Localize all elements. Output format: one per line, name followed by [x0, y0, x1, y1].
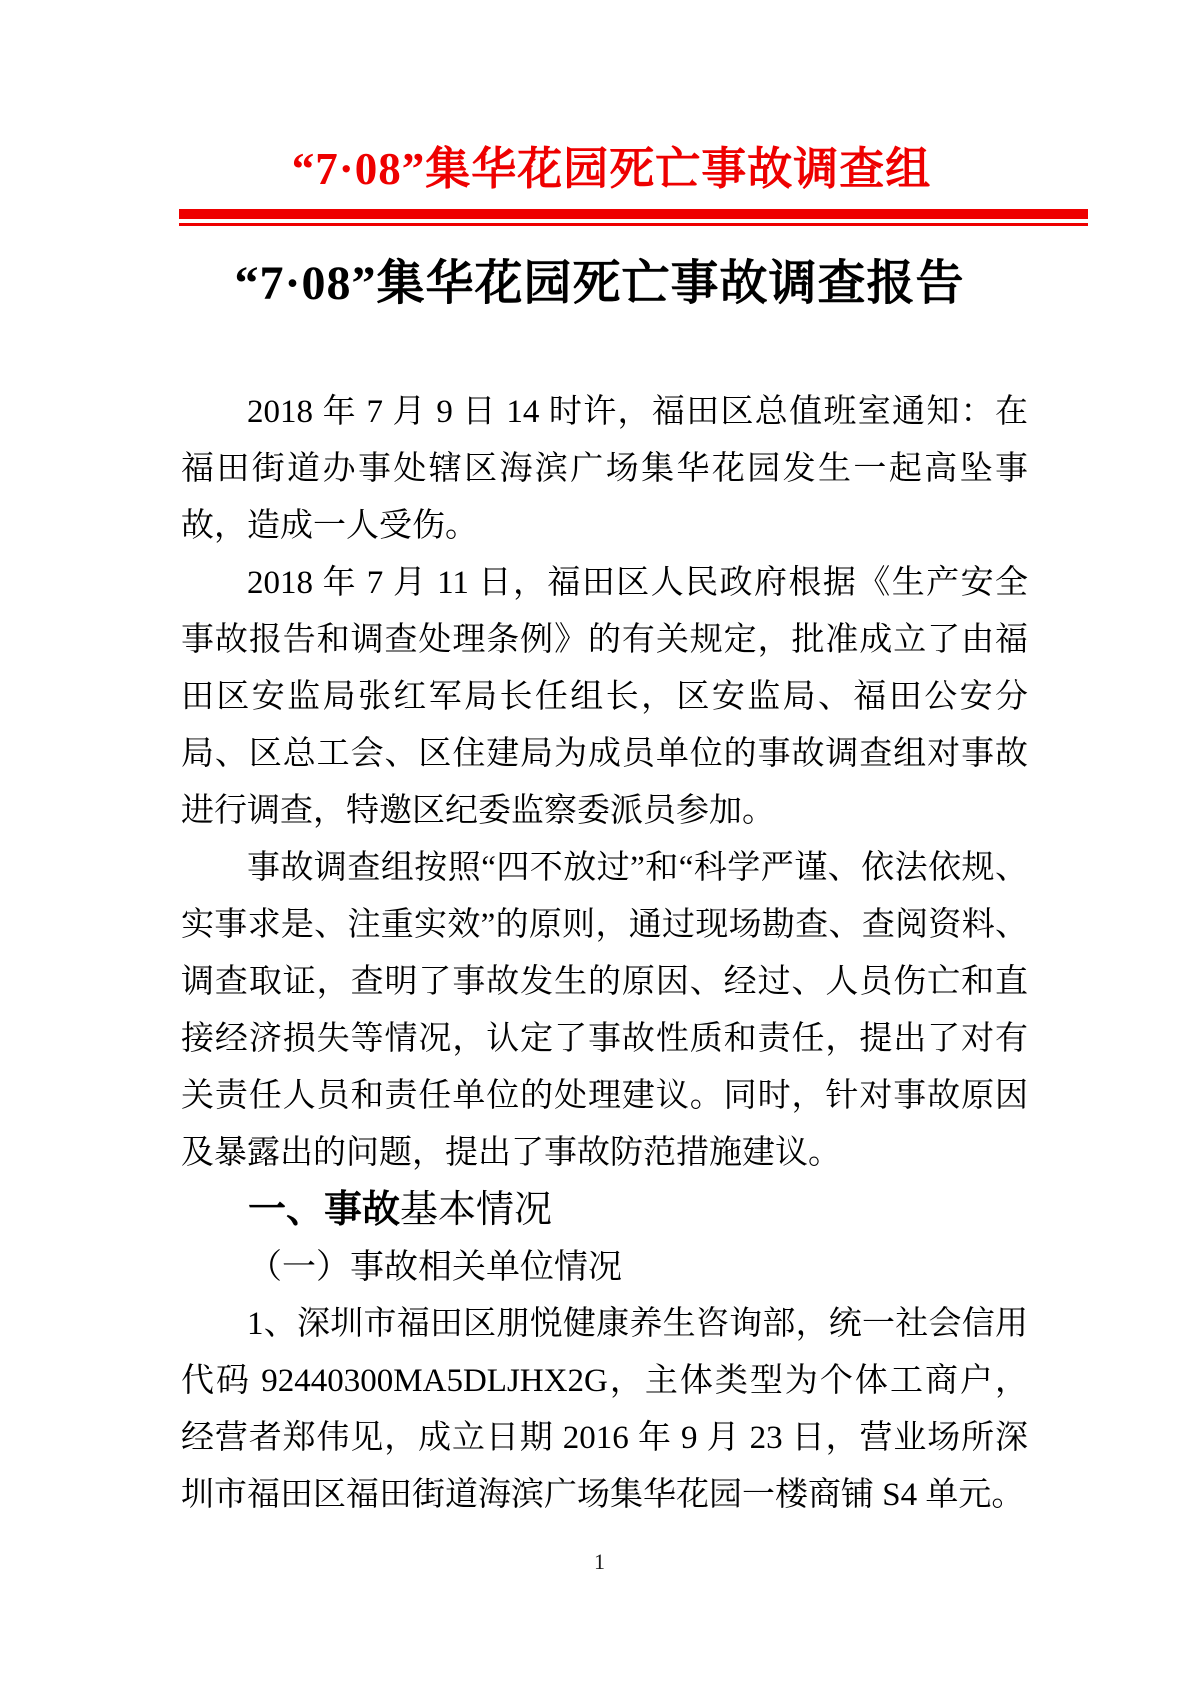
separator-thick-line	[179, 209, 1088, 219]
document-body	[181, 384, 1028, 1524]
letterhead-separator-rule	[179, 209, 1088, 226]
page-number: 1	[594, 1549, 605, 1574]
paragraph-incident-notice: 2018 年 7 月 9 日 14 时许，福田区总值班室通知：在福田街道办事处辖区海滨广场集华花园发生一起高坠事故，造成一人受伤。	[181, 394, 1028, 544]
section-heading-basic-situation	[181, 1182, 1028, 1239]
document-title: “7·08”集华花园死亡事故调查报告	[234, 257, 965, 310]
paragraph-investigation-team: 2018 年 7 月 11 日，福田区人民政府根据《生产安全事故报告和调查处理条例》的有关规定，批准成立了由福田区安监局张红军局长任组长，区安监局、福田公安分局、区总工会、区住建局为成员单位的事故调查组对事故进行调查，特邀区纪委监察委派员参加。	[181, 565, 1028, 829]
letterhead-org-title: “7·08”集华花园死亡事故调查组	[291, 144, 932, 194]
paragraph-investigation-principles: 事故调查组按照“四不放过”和“科学严谨、依法依规、实事求是、注重实效”的原则，通过现场勘查、查阅资料、调查取证，查明了事故发生的原因、经过、人员伤亡和直接经济损失等情况，认定了事故性质和责任，提出了对有关责任人员和责任单位的处理建议。同时，针对事故原因及暴露出的问题，提出了事故防范措施建议。	[181, 850, 1028, 1171]
subsection-heading-related-units: （一）事故相关单位情况	[248, 1249, 622, 1286]
section-heading-number: 一、事故	[248, 1189, 401, 1231]
section-heading-text: 基本情况	[400, 1189, 553, 1231]
separator-thin-line	[179, 223, 1088, 226]
paragraph-unit-info: 1、深圳市福田区朋悦健康养生咨询部，统一社会信用代码 92440300MA5DLJHX2G，主体类型为个体工商户，经营者郑伟见，成立日期 2016 年 9 月 23 日，营业场所深圳市福田区福田街道海滨广场集华花园一楼商铺 S4 单元。	[181, 1306, 1029, 1513]
